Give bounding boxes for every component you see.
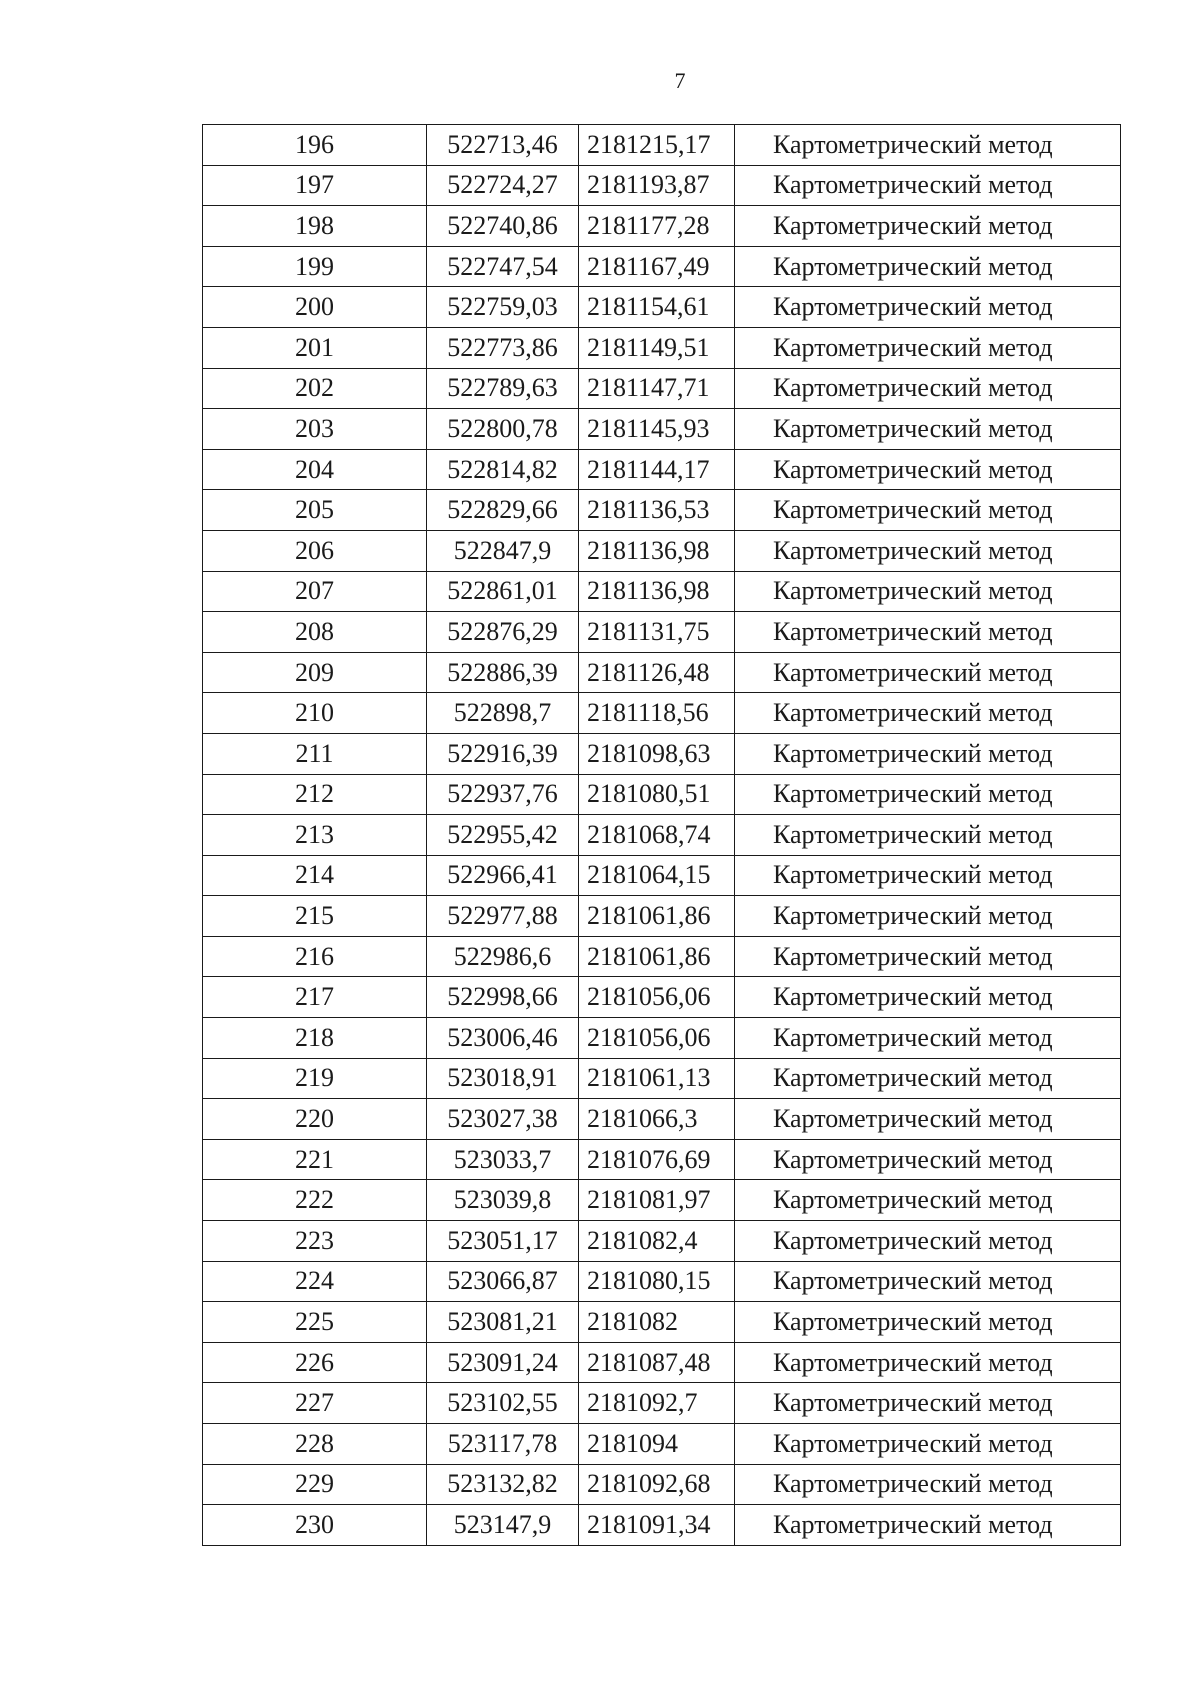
table-row [203, 1302, 1121, 1343]
x-coordinate-cell: 522876,29 [427, 612, 579, 653]
method-cell: Картометрический метод [735, 1302, 1121, 1343]
point-number-cell: 216 [203, 936, 427, 977]
y-coordinate-cell: 2181092,7 [579, 1383, 735, 1424]
method-cell: Картометрический метод [735, 1261, 1121, 1302]
y-coordinate-cell: 2181080,51 [579, 774, 735, 815]
method-cell: Картометрический метод [735, 693, 1121, 734]
table-row [203, 246, 1121, 287]
y-coordinate-cell: 2181061,86 [579, 936, 735, 977]
y-coordinate-cell: 2181061,86 [579, 896, 735, 937]
method-cell: Картометрический метод [735, 409, 1121, 450]
point-number-cell: 228 [203, 1424, 427, 1465]
method-cell: Картометрический метод [735, 977, 1121, 1018]
x-coordinate-cell: 522829,66 [427, 490, 579, 531]
x-coordinate-cell: 522713,46 [427, 125, 579, 166]
x-coordinate-cell: 522886,39 [427, 652, 579, 693]
table-row [203, 1180, 1121, 1221]
method-cell: Картометрический метод [735, 1383, 1121, 1424]
table-row [203, 368, 1121, 409]
x-coordinate-cell: 522759,03 [427, 287, 579, 328]
y-coordinate-cell: 2181136,98 [579, 571, 735, 612]
y-coordinate-cell: 2181092,68 [579, 1464, 735, 1505]
x-coordinate-cell: 523091,24 [427, 1342, 579, 1383]
y-coordinate-cell: 2181136,98 [579, 530, 735, 571]
x-coordinate-cell: 522998,66 [427, 977, 579, 1018]
method-cell: Картометрический метод [735, 896, 1121, 937]
y-coordinate-cell: 2181091,34 [579, 1505, 735, 1546]
table-row [203, 733, 1121, 774]
point-number-cell: 209 [203, 652, 427, 693]
x-coordinate-cell: 522937,76 [427, 774, 579, 815]
x-coordinate-cell: 523102,55 [427, 1383, 579, 1424]
table-row [203, 1424, 1121, 1465]
page-number: 7 [674, 68, 686, 93]
point-number-cell: 203 [203, 409, 427, 450]
table-row [203, 855, 1121, 896]
method-cell: Картометрический метод [735, 1342, 1121, 1383]
x-coordinate-cell: 522861,01 [427, 571, 579, 612]
y-coordinate-cell: 2181118,56 [579, 693, 735, 734]
y-coordinate-cell: 2181076,69 [579, 1139, 735, 1180]
point-number-cell: 217 [203, 977, 427, 1018]
y-coordinate-cell: 2181056,06 [579, 977, 735, 1018]
x-coordinate-cell: 522898,7 [427, 693, 579, 734]
point-number-cell: 223 [203, 1221, 427, 1262]
x-coordinate-cell: 522747,54 [427, 246, 579, 287]
method-cell: Картометрический метод [735, 815, 1121, 856]
method-cell: Картометрический метод [735, 936, 1121, 977]
x-coordinate-cell: 523033,7 [427, 1139, 579, 1180]
x-coordinate-cell: 523018,91 [427, 1058, 579, 1099]
x-coordinate-cell: 522724,27 [427, 165, 579, 206]
point-number-cell: 226 [203, 1342, 427, 1383]
method-cell: Картометрический метод [735, 612, 1121, 653]
table-row [203, 896, 1121, 937]
table-row [203, 449, 1121, 490]
x-coordinate-cell: 523117,78 [427, 1424, 579, 1465]
method-cell: Картометрический метод [735, 1058, 1121, 1099]
point-number-cell: 213 [203, 815, 427, 856]
method-cell: Картометрический метод [735, 287, 1121, 328]
method-cell: Картометрический метод [735, 1099, 1121, 1140]
point-number-cell: 221 [203, 1139, 427, 1180]
method-cell: Картометрический метод [735, 733, 1121, 774]
point-number-cell: 196 [203, 125, 427, 166]
table-row [203, 1058, 1121, 1099]
point-number-cell: 219 [203, 1058, 427, 1099]
y-coordinate-cell: 2181136,53 [579, 490, 735, 531]
y-coordinate-cell: 2181149,51 [579, 327, 735, 368]
point-number-cell: 202 [203, 368, 427, 409]
y-coordinate-cell: 2181144,17 [579, 449, 735, 490]
table-row [203, 165, 1121, 206]
y-coordinate-cell: 2181081,97 [579, 1180, 735, 1221]
y-coordinate-cell: 2181082 [579, 1302, 735, 1343]
table-row [203, 530, 1121, 571]
point-number-cell: 200 [203, 287, 427, 328]
method-cell: Картометрический метод [735, 1139, 1121, 1180]
table-row [203, 1018, 1121, 1059]
table-row [203, 652, 1121, 693]
table-row [203, 774, 1121, 815]
point-number-cell: 206 [203, 530, 427, 571]
x-coordinate-cell: 523027,38 [427, 1099, 579, 1140]
y-coordinate-cell: 2181087,48 [579, 1342, 735, 1383]
coordinates-table-body [203, 125, 1121, 1546]
table-row [203, 409, 1121, 450]
point-number-cell: 205 [203, 490, 427, 531]
table-row [203, 1342, 1121, 1383]
method-cell: Картометрический метод [735, 246, 1121, 287]
method-cell: Картометрический метод [735, 368, 1121, 409]
point-number-cell: 204 [203, 449, 427, 490]
point-number-cell: 227 [203, 1383, 427, 1424]
point-number-cell: 218 [203, 1018, 427, 1059]
y-coordinate-cell: 2181056,06 [579, 1018, 735, 1059]
x-coordinate-cell: 523132,82 [427, 1464, 579, 1505]
table-row [203, 1383, 1121, 1424]
y-coordinate-cell: 2181215,17 [579, 125, 735, 166]
table-row [203, 1464, 1121, 1505]
x-coordinate-cell: 522789,63 [427, 368, 579, 409]
table-row [203, 612, 1121, 653]
point-number-cell: 197 [203, 165, 427, 206]
table-row [203, 125, 1121, 166]
method-cell: Картометрический метод [735, 165, 1121, 206]
method-cell: Картометрический метод [735, 652, 1121, 693]
method-cell: Картометрический метод [735, 449, 1121, 490]
table-row [203, 1139, 1121, 1180]
table-row [203, 1505, 1121, 1546]
table-row [203, 1261, 1121, 1302]
point-number-cell: 212 [203, 774, 427, 815]
table-row [203, 490, 1121, 531]
method-cell: Картометрический метод [735, 125, 1121, 166]
x-coordinate-cell: 522814,82 [427, 449, 579, 490]
point-number-cell: 207 [203, 571, 427, 612]
method-cell: Картометрический метод [735, 530, 1121, 571]
y-coordinate-cell: 2181131,75 [579, 612, 735, 653]
y-coordinate-cell: 2181064,15 [579, 855, 735, 896]
x-coordinate-cell: 523039,8 [427, 1180, 579, 1221]
point-number-cell: 224 [203, 1261, 427, 1302]
x-coordinate-cell: 523051,17 [427, 1221, 579, 1262]
x-coordinate-cell: 523147,9 [427, 1505, 579, 1546]
y-coordinate-cell: 2181154,61 [579, 287, 735, 328]
point-number-cell: 201 [203, 327, 427, 368]
x-coordinate-cell: 522800,78 [427, 409, 579, 450]
y-coordinate-cell: 2181193,87 [579, 165, 735, 206]
y-coordinate-cell: 2181080,15 [579, 1261, 735, 1302]
method-cell: Картометрический метод [735, 1464, 1121, 1505]
y-coordinate-cell: 2181147,71 [579, 368, 735, 409]
method-cell: Картометрический метод [735, 1505, 1121, 1546]
method-cell: Картометрический метод [735, 1424, 1121, 1465]
point-number-cell: 198 [203, 206, 427, 247]
table-row [203, 1099, 1121, 1140]
x-coordinate-cell: 522966,41 [427, 855, 579, 896]
method-cell: Картометрический метод [735, 490, 1121, 531]
y-coordinate-cell: 2181126,48 [579, 652, 735, 693]
method-cell: Картометрический метод [735, 774, 1121, 815]
table-row [203, 977, 1121, 1018]
y-coordinate-cell: 2181145,93 [579, 409, 735, 450]
y-coordinate-cell: 2181167,49 [579, 246, 735, 287]
point-number-cell: 199 [203, 246, 427, 287]
x-coordinate-cell: 522977,88 [427, 896, 579, 937]
point-number-cell: 222 [203, 1180, 427, 1221]
x-coordinate-cell: 523066,87 [427, 1261, 579, 1302]
point-number-cell: 230 [203, 1505, 427, 1546]
x-coordinate-cell: 522955,42 [427, 815, 579, 856]
point-number-cell: 220 [203, 1099, 427, 1140]
method-cell: Картометрический метод [735, 855, 1121, 896]
x-coordinate-cell: 522773,86 [427, 327, 579, 368]
point-number-cell: 225 [203, 1302, 427, 1343]
table-row [203, 571, 1121, 612]
method-cell: Картометрический метод [735, 1180, 1121, 1221]
method-cell: Картометрический метод [735, 206, 1121, 247]
y-coordinate-cell: 2181094 [579, 1424, 735, 1465]
y-coordinate-cell: 2181061,13 [579, 1058, 735, 1099]
method-cell: Картометрический метод [735, 327, 1121, 368]
point-number-cell: 211 [203, 733, 427, 774]
x-coordinate-cell: 523006,46 [427, 1018, 579, 1059]
y-coordinate-cell: 2181066,3 [579, 1099, 735, 1140]
y-coordinate-cell: 2181082,4 [579, 1221, 735, 1262]
point-number-cell: 210 [203, 693, 427, 734]
point-number-cell: 229 [203, 1464, 427, 1505]
y-coordinate-cell: 2181068,74 [579, 815, 735, 856]
table-row [203, 1221, 1121, 1262]
y-coordinate-cell: 2181177,28 [579, 206, 735, 247]
x-coordinate-cell: 522986,6 [427, 936, 579, 977]
method-cell: Картометрический метод [735, 1018, 1121, 1059]
point-number-cell: 215 [203, 896, 427, 937]
coordinates-table [202, 124, 1121, 1546]
table-row [203, 693, 1121, 734]
x-coordinate-cell: 522740,86 [427, 206, 579, 247]
table-row [203, 936, 1121, 977]
y-coordinate-cell: 2181098,63 [579, 733, 735, 774]
point-number-cell: 208 [203, 612, 427, 653]
table-row [203, 327, 1121, 368]
x-coordinate-cell: 522847,9 [427, 530, 579, 571]
point-number-cell: 214 [203, 855, 427, 896]
method-cell: Картометрический метод [735, 1221, 1121, 1262]
table-row [203, 815, 1121, 856]
table-row [203, 206, 1121, 247]
method-cell: Картометрический метод [735, 571, 1121, 612]
x-coordinate-cell: 523081,21 [427, 1302, 579, 1343]
x-coordinate-cell: 522916,39 [427, 733, 579, 774]
table-row [203, 287, 1121, 328]
